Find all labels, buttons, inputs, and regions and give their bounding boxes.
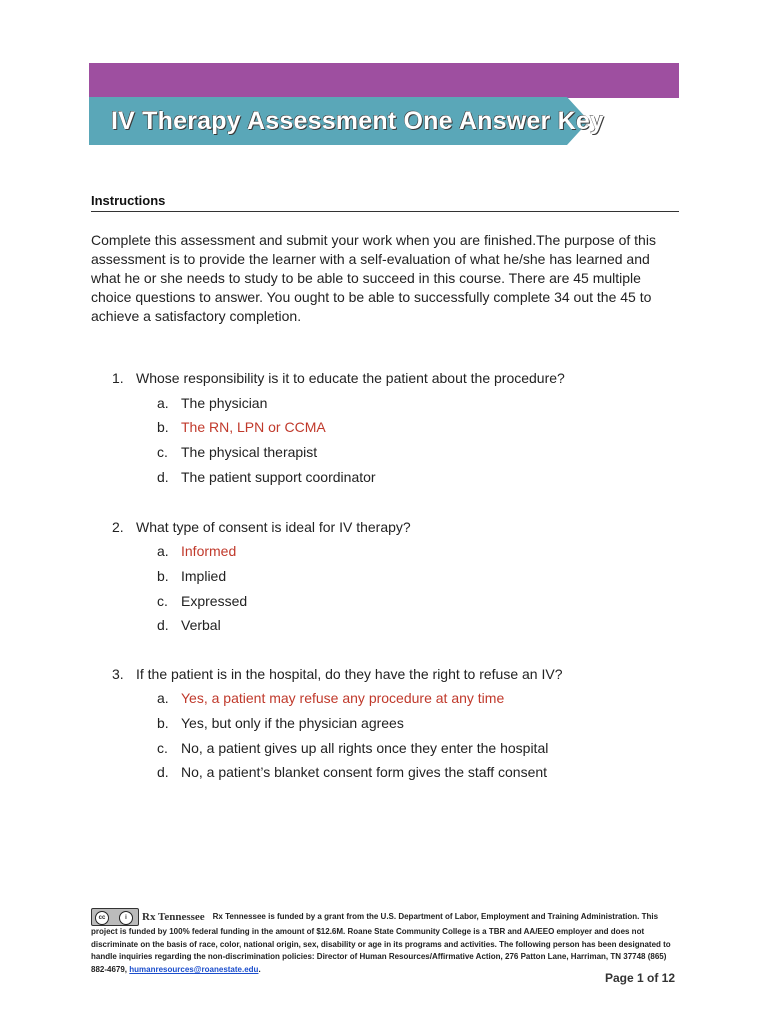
question-1: [112, 370, 565, 386]
option-text: No, a patient’s blanket consent form gives the staff consent: [181, 764, 548, 780]
footer-notice: [91, 908, 681, 976]
option-text: Informed: [181, 543, 237, 559]
option-3c: [157, 740, 548, 756]
header-purple-bar: [89, 63, 679, 98]
instructions-heading: Instructions: [91, 193, 679, 212]
option-3b: [157, 715, 404, 731]
title-banner: [89, 97, 605, 145]
question-number: 3.: [112, 666, 124, 682]
option-letter: c.: [157, 740, 168, 756]
option-3d: [157, 764, 547, 780]
option-text: Expressed: [181, 593, 248, 609]
option-text: Yes, a patient may refuse any procedure at any time: [181, 690, 505, 706]
question-text: Whose responsibility is it to educate the patient about the procedure?: [136, 370, 565, 386]
option-1a: [157, 395, 267, 411]
question-number: 1.: [112, 370, 124, 386]
option-3a-correct: [157, 690, 504, 706]
option-letter: a.: [157, 543, 169, 559]
option-1d: [157, 469, 376, 485]
option-letter: b.: [157, 419, 169, 435]
option-text: No, a patient gives up all rights once they enter the hospital: [181, 740, 549, 756]
option-letter: b.: [157, 568, 169, 584]
footer-text: Rx Tennessee is funded by a grant from the U.S. Department of Labor, Employment and Training Administration. This project is funded by 100% federal funding in the amount of $12.6M. Roane State Community College is a TBR and AA/EEO employer and does not discriminate on the basis of race, color, national origin, sex, disability or age in its programs and activities. The following person has been designated to handle inquiries regarding the non-discrimination policies: Director of Human Resources/Affirmative Action, 276 Patton Lane, Harriman, TN 37748 (865) 882-4679,: [91, 912, 671, 974]
option-2b: [157, 568, 226, 584]
option-letter: b.: [157, 715, 169, 731]
option-2c: [157, 593, 247, 609]
option-letter: c.: [157, 593, 168, 609]
question-text: What type of consent is ideal for IV therapy?: [136, 519, 411, 535]
rx-tennessee-logo: Rx Tennessee: [142, 910, 205, 923]
page-title: IV Therapy Assessment One Answer Key: [111, 107, 605, 135]
option-text: Yes, but only if the physician agrees: [181, 715, 404, 731]
option-2a-correct: [157, 543, 236, 559]
option-letter: d.: [157, 469, 169, 485]
option-2d: [157, 617, 221, 633]
option-text: The patient support coordinator: [181, 469, 376, 485]
page-number: Page 1 of 12: [604, 971, 675, 985]
hr-email-link[interactable]: humanresources@roanestate.edu: [129, 964, 259, 974]
option-text: Verbal: [181, 617, 221, 633]
option-text: The RN, LPN or CCMA: [181, 419, 326, 435]
instructions-body: Complete this assessment and submit your work when you are finished.The purpose of this assessment is to provide the learner with a self-evaluation of what he/she has learned and what he or she needs to study to be able to succeed in this course. There are 45 multiple choice questions to answer. You ought to be able to successfully complete 34 out the 45 to achieve a satisfactory completion.: [91, 232, 656, 324]
option-letter: a.: [157, 690, 169, 706]
question-2: [112, 519, 411, 535]
option-letter: d.: [157, 617, 169, 633]
question-3: [112, 666, 563, 682]
option-1c: [157, 444, 317, 460]
creative-commons-icon: cc i: [91, 908, 139, 926]
option-text: The physical therapist: [181, 444, 318, 460]
question-number: 2.: [112, 519, 124, 535]
question-text: If the patient is in the hospital, do they have the right to refuse an IV?: [136, 666, 563, 682]
option-1b-correct: [157, 419, 326, 435]
option-text: The physician: [181, 395, 268, 411]
option-letter: c.: [157, 444, 168, 460]
option-letter: d.: [157, 764, 169, 780]
footer-period: .: [258, 964, 261, 974]
option-text: Implied: [181, 568, 227, 584]
option-letter: a.: [157, 395, 169, 411]
